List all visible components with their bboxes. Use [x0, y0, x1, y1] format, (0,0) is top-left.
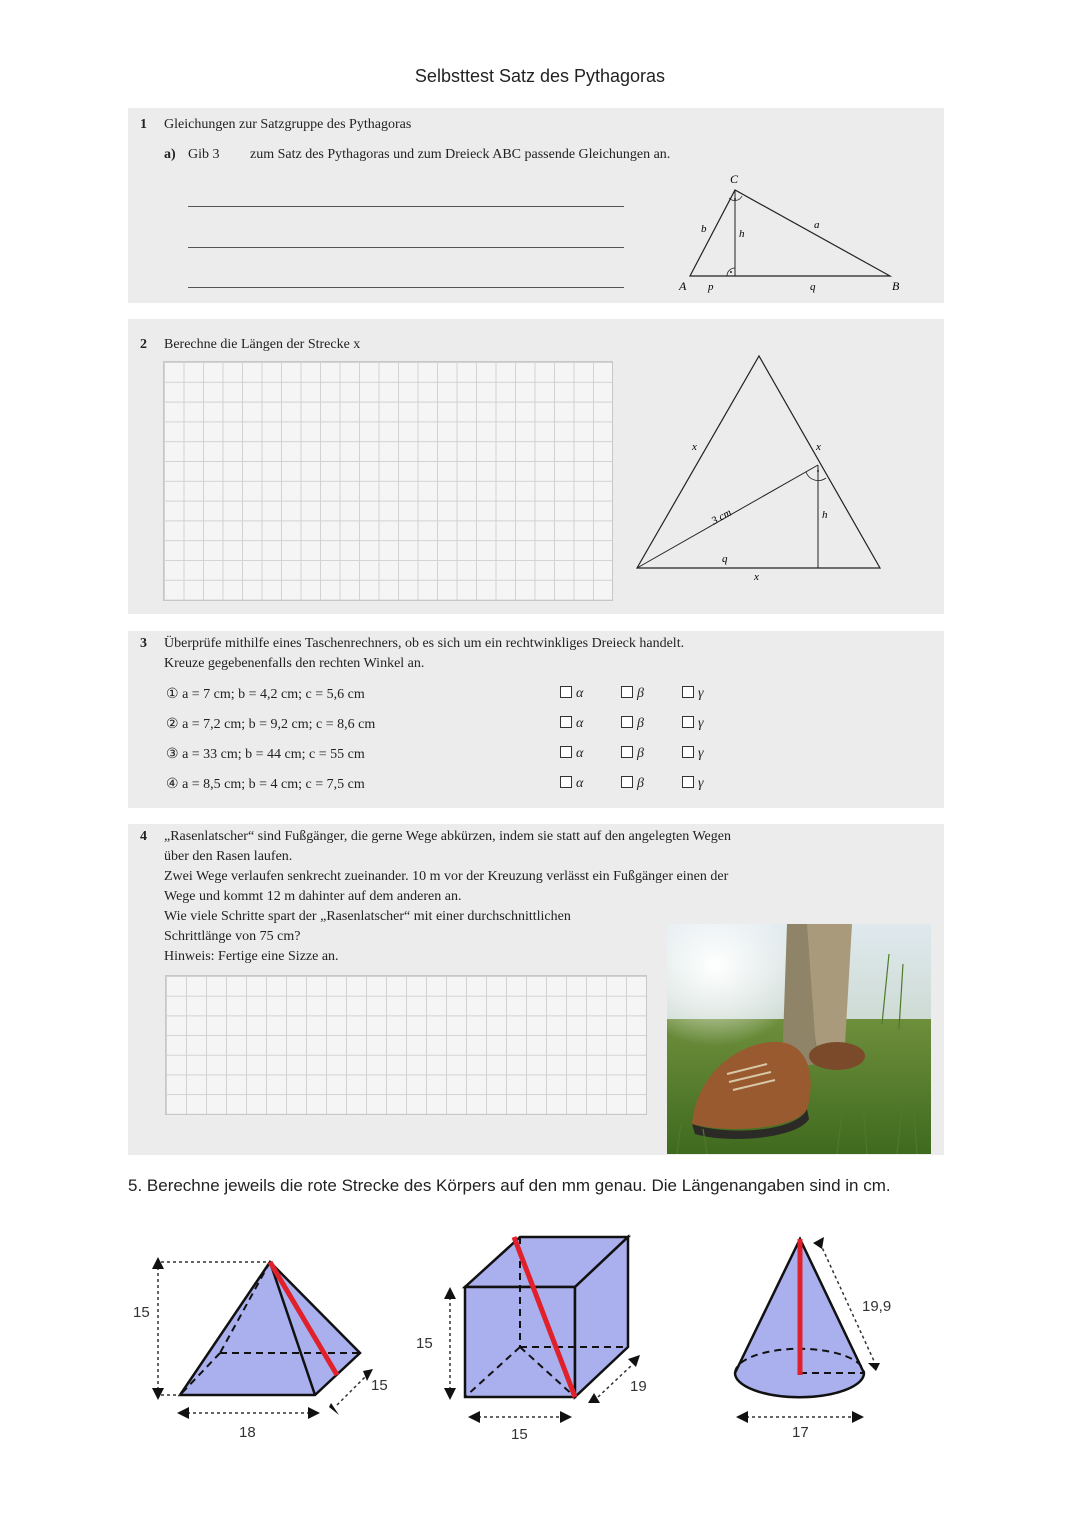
- task4-work-grid[interactable]: [165, 975, 647, 1115]
- answer-line-2[interactable]: [188, 247, 624, 248]
- task5-heading: 5. Berechne jeweils die rote Strecke des Körpers auf den mm genau. Die Längenangaben sind in cm.: [128, 1176, 891, 1195]
- task3-row-4: [166, 776, 365, 793]
- row-text: a = 7 cm; b = 4,2 cm; c = 5,6 cm: [182, 687, 365, 702]
- task1-triangle-figure: [660, 168, 920, 298]
- task4-line5: Wie viele Schritte spart der „Rasenlatscher“ mit einer durchschnittlichen: [164, 909, 571, 924]
- task1-instruction: zum Satz des Pythagoras und zum Dreieck ABC passende Gleichungen an.: [250, 147, 671, 162]
- cuboid-figure: [410, 1225, 670, 1450]
- task1-part-label: a): [164, 147, 176, 162]
- page-title: Selbsttest Satz des Pythagoras: [414, 66, 666, 86]
- checkbox-row4-alpha[interactable]: α: [560, 776, 583, 792]
- cuboid-depth-label: 19: [630, 1378, 647, 1395]
- row-marker: ①: [166, 687, 179, 702]
- task3-number: 3: [140, 636, 147, 651]
- pyramid-depth-label: 15: [371, 1377, 388, 1394]
- task1-instruction-start: Gib 3: [188, 147, 220, 162]
- task4-number: 4: [140, 829, 147, 844]
- label-C: C: [730, 172, 739, 186]
- task3-line1: Überprüfe mithilfe eines Taschenrechners, ob es sich um ein rechtwinkliges Dreieck handelt.: [164, 636, 685, 651]
- task3-row-3: [166, 746, 365, 763]
- task4-line6: Schrittlänge von 75 cm?: [164, 929, 301, 944]
- checkbox-row3-gamma[interactable]: γ: [682, 746, 704, 762]
- label-q2: q: [722, 553, 728, 565]
- task4-line1: „Rasenlatscher“ sind Fußgänger, die gerne Wege abkürzen, indem sie statt auf den angelegten Wegen: [164, 829, 731, 844]
- row-marker: ②: [166, 717, 179, 732]
- row-text: a = 7,2 cm; b = 9,2 cm; c = 8,6 cm: [182, 717, 376, 732]
- task1-number: 1: [140, 117, 147, 132]
- task3-line2: Kreuze gegebenenfalls den rechten Winkel an.: [164, 656, 425, 671]
- task4-line4: Wege und kommt 12 m dahinter auf dem anderen an.: [164, 889, 462, 904]
- checkbox-row2-gamma[interactable]: γ: [682, 716, 704, 732]
- answer-line-1[interactable]: [188, 206, 624, 207]
- row-text: a = 8,5 cm; b = 4 cm; c = 7,5 cm: [182, 777, 365, 792]
- task4-line2: über den Rasen laufen.: [164, 849, 293, 864]
- pyramid-width-label: 18: [239, 1424, 256, 1441]
- task2-triangle-figure: [630, 350, 890, 585]
- cone-slant-label: 19,9: [862, 1298, 892, 1315]
- label-a: a: [814, 219, 820, 231]
- task2-work-grid[interactable]: [163, 361, 613, 601]
- checkbox-row3-beta[interactable]: β: [621, 746, 644, 762]
- label-h2: h: [822, 509, 828, 521]
- checkbox-row1-beta[interactable]: β: [621, 686, 644, 702]
- label-q: q: [810, 281, 816, 293]
- checkbox-row1-alpha[interactable]: α: [560, 686, 583, 702]
- task4-line3: Zwei Wege verlaufen senkrecht zueinander. 10 m vor der Kreuzung verlässt ein Fußgänger einen der: [164, 869, 729, 884]
- checkbox-row4-gamma[interactable]: γ: [682, 776, 704, 792]
- task1-heading: Gleichungen zur Satzgruppe des Pythagoras: [164, 117, 412, 132]
- task2-heading: Berechne die Längen der Strecke x: [164, 337, 361, 352]
- label-x-left: x: [692, 441, 697, 453]
- checkbox-row4-beta[interactable]: β: [621, 776, 644, 792]
- label-A: A: [679, 279, 687, 293]
- row-marker: ④: [166, 777, 179, 792]
- checkbox-row2-alpha[interactable]: α: [560, 716, 583, 732]
- checkbox-row2-beta[interactable]: β: [621, 716, 644, 732]
- shoe-on-grass-photo: [667, 924, 931, 1154]
- task2-number: 2: [140, 337, 147, 352]
- cuboid-height-label: 15: [416, 1335, 433, 1352]
- label-3cm: 3 cm: [709, 506, 734, 528]
- checkbox-row1-gamma[interactable]: γ: [682, 686, 704, 702]
- task3-row-2: [166, 716, 375, 733]
- label-x-bottom: x: [754, 571, 759, 583]
- cone-figure: [720, 1225, 920, 1450]
- checkbox-row3-alpha[interactable]: α: [560, 746, 583, 762]
- task4-line7: Hinweis: Fertige eine Sizze an.: [164, 949, 339, 964]
- label-x-right: x: [816, 441, 821, 453]
- label-B: B: [892, 279, 900, 293]
- pyramid-figure: [125, 1245, 415, 1450]
- answer-line-3[interactable]: [188, 287, 624, 288]
- label-h: h: [739, 228, 745, 240]
- label-b: b: [701, 223, 707, 235]
- cone-diameter-label: 17: [792, 1424, 809, 1441]
- row-text: a = 33 cm; b = 44 cm; c = 55 cm: [182, 747, 365, 762]
- task3-row-1: [166, 686, 365, 703]
- cuboid-width-label: 15: [511, 1426, 528, 1443]
- pyramid-height-label: 15: [133, 1304, 150, 1321]
- row-marker: ③: [166, 747, 179, 762]
- label-p: p: [708, 281, 714, 293]
